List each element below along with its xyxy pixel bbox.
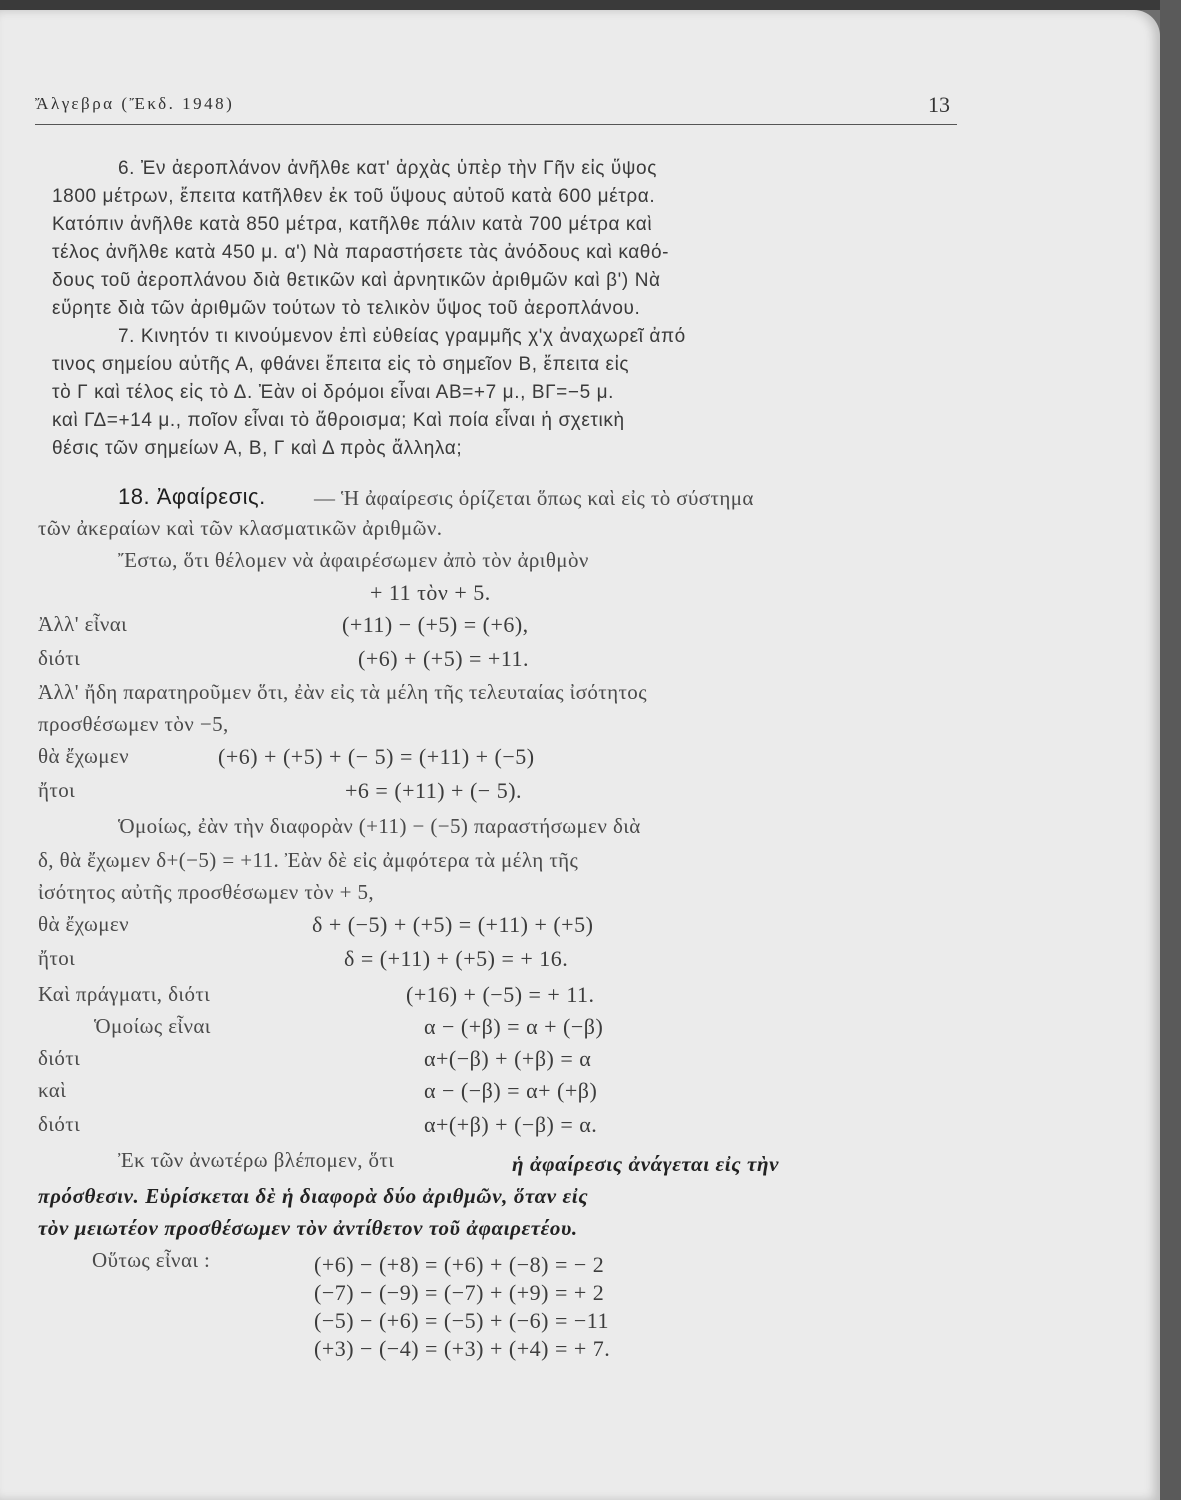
equation-label: ἤτοι xyxy=(38,946,76,970)
section-intro-line2: τῶν ἀκεραίων καὶ τῶν κλασματικῶν ἀριθμῶν. xyxy=(38,516,443,540)
exercise-line: καὶ ΓΔ=+14 μ., ποῖον εἶναι τὸ ἄθροισμα; Καὶ ποία εἶναι ἡ σχετικὴ xyxy=(52,410,625,431)
conclusion-rule: πρόσθεσιν. Εὑρίσκεται δὲ ἡ διαφορὰ δύο ἀριθμῶν, ὅταν εἰς xyxy=(38,1184,589,1208)
exercise-line: 6. Ἐν ἀεροπλάνον ἀνῆλθε κατ' ἀρχὰς ὑπὲρ τὴν Γῆν εἰς ὕψος xyxy=(118,158,657,179)
exercise-line: θέσις τῶν σημείων Α, Β, Γ καὶ Δ πρὸς ἄλληλα; xyxy=(52,438,463,459)
exercise-line: τέλος ἀνῆλθε κατὰ 450 μ. α') Νὰ παραστήσετε τὰς ἀνόδους καὶ καθό- xyxy=(52,242,670,263)
scan-right-border xyxy=(1160,0,1181,1500)
equation-label: ἤτοι xyxy=(38,778,76,802)
text-line: Ἀλλ' ἤδη παρατηροῦμεν ὅτι, ἐὰν εἰς τὰ μέλη τῆς τελευταίας ἰσότητος xyxy=(38,680,647,704)
example-equation: (−7) − (−9) = (−7) + (+9) = + 2 xyxy=(314,1280,605,1305)
equation: α+(+β) + (−β) = α. xyxy=(424,1112,598,1137)
header-rule xyxy=(35,124,957,125)
equation-label: θὰ ἔχωμεν xyxy=(38,912,129,936)
text-line: Ἔστω, ὅτι θέλομεν νὰ ἀφαιρέσωμεν ἀπὸ τὸν ἀριθμὸν xyxy=(118,548,589,572)
equation: α − (+β) = α + (−β) xyxy=(424,1014,604,1039)
equation: δ = (+11) + (+5) = + 16. xyxy=(344,946,569,971)
equation: (+6) + (+5) + (− 5) = (+11) + (−5) xyxy=(218,744,535,769)
equation: (+16) + (−5) = + 11. xyxy=(406,982,595,1007)
equation-label: Καὶ πράγματι, διότι xyxy=(38,982,211,1006)
equation-label: καὶ xyxy=(38,1078,67,1102)
exercise-line: 7. Κινητόν τι κινούμενον ἐπὶ εὐθείας γραμμῆς χ'χ ἀναχωρεῖ ἀπό xyxy=(118,326,686,347)
equation-label: Ἀλλ' εἶναι xyxy=(38,612,128,636)
text-line: Ὁμοίως, ἐὰν τὴν διαφορὰν (+11) − (−5) παραστήσωμεν διὰ xyxy=(118,814,641,838)
equation-label: διότι xyxy=(38,1046,81,1070)
conclusion-rule: ἡ ἀφαίρεσις ἀνάγεται εἰς τὴν xyxy=(512,1152,779,1176)
exercise-line: Κατόπιν ἀνῆλθε κατὰ 850 μέτρα, κατῆλθε πάλιν κατὰ 700 μέτρα καὶ xyxy=(52,214,653,235)
text-line: + 11 τὸν + 5. xyxy=(370,580,491,605)
equation: α+(−β) + (+β) = α xyxy=(424,1046,592,1071)
page-number: 13 xyxy=(928,92,950,117)
equation: (+11) − (+5) = (+6), xyxy=(342,612,529,637)
exercise-line: τὸ Γ καὶ τέλος εἰς τὸ Δ. Ἐὰν οἱ δρόμοι εἶναι ΑΒ=+7 μ., ΒΓ=−5 μ. xyxy=(52,382,615,403)
text-line: προσθέσωμεν τὸν −5, xyxy=(38,712,229,736)
section-intro: — Ἡ ἀφαίρεσις ὁρίζεται ὅπως καὶ εἰς τὸ σύστημα xyxy=(314,486,754,510)
example-equation: (+3) − (−4) = (+3) + (+4) = + 7. xyxy=(314,1336,611,1361)
equation-label: διότι xyxy=(38,1112,81,1136)
examples-label: Οὕτως εἶναι : xyxy=(92,1248,211,1272)
example-equation: (+6) − (+8) = (+6) + (−8) = − 2 xyxy=(314,1252,605,1277)
exercise-line: δους τοῦ ἀεροπλάνου διὰ θετικῶν καὶ ἀρνητικῶν ἀριθμῶν καὶ β') Νὰ xyxy=(52,270,661,291)
equation-label: θὰ ἔχωμεν xyxy=(38,744,129,768)
scan-top-border xyxy=(0,0,1181,10)
exercise-line: εὕρητε διὰ τῶν ἀριθμῶν τούτων τὸ τελικὸν ὕψος τοῦ ἀεροπλάνου. xyxy=(52,298,641,319)
running-header: Ἄλγεβρα (Ἔκδ. 1948) xyxy=(35,94,235,113)
equation: α − (−β) = α+ (+β) xyxy=(424,1078,598,1103)
text-line: ἰσότητος αὐτῆς προσθέσωμεν τὸν + 5, xyxy=(38,880,375,904)
equation-label: Ὁμοίως εἶναι xyxy=(94,1014,211,1038)
exercise-line: τινος σημείου αὐτῆς Α, φθάνει ἔπειτα εἰς τὸ σημεῖον Β, ἔπειτα εἰς xyxy=(52,354,630,375)
conclusion-rule: τὸν μειωτέον προσθέσωμεν τὸν ἀντίθετον τοῦ ἀφαιρετέου. xyxy=(38,1216,578,1240)
equation: (+6) + (+5) = +11. xyxy=(358,646,530,671)
text-line: δ, θὰ ἔχωμεν δ+(−5) = +11. Ἐὰν δὲ εἰς ἀμφότερα τὰ μέλη τῆς xyxy=(38,848,579,872)
equation: δ + (−5) + (+5) = (+11) + (+5) xyxy=(312,912,594,937)
exercise-line: 1800 μέτρων, ἔπειτα κατῆλθεν ἐκ τοῦ ὕψους αὐτοῦ κατὰ 600 μέτρα. xyxy=(52,186,656,207)
example-equation: (−5) − (+6) = (−5) + (−6) = −11 xyxy=(314,1308,609,1333)
conclusion-text: Ἐκ τῶν ἀνωτέρω βλέπομεν, ὅτι xyxy=(118,1148,395,1172)
section-heading: 18. Ἀφαίρεσις. xyxy=(118,484,266,509)
equation: +6 = (+11) + (− 5). xyxy=(345,778,523,803)
equation-label: διότι xyxy=(38,646,81,670)
